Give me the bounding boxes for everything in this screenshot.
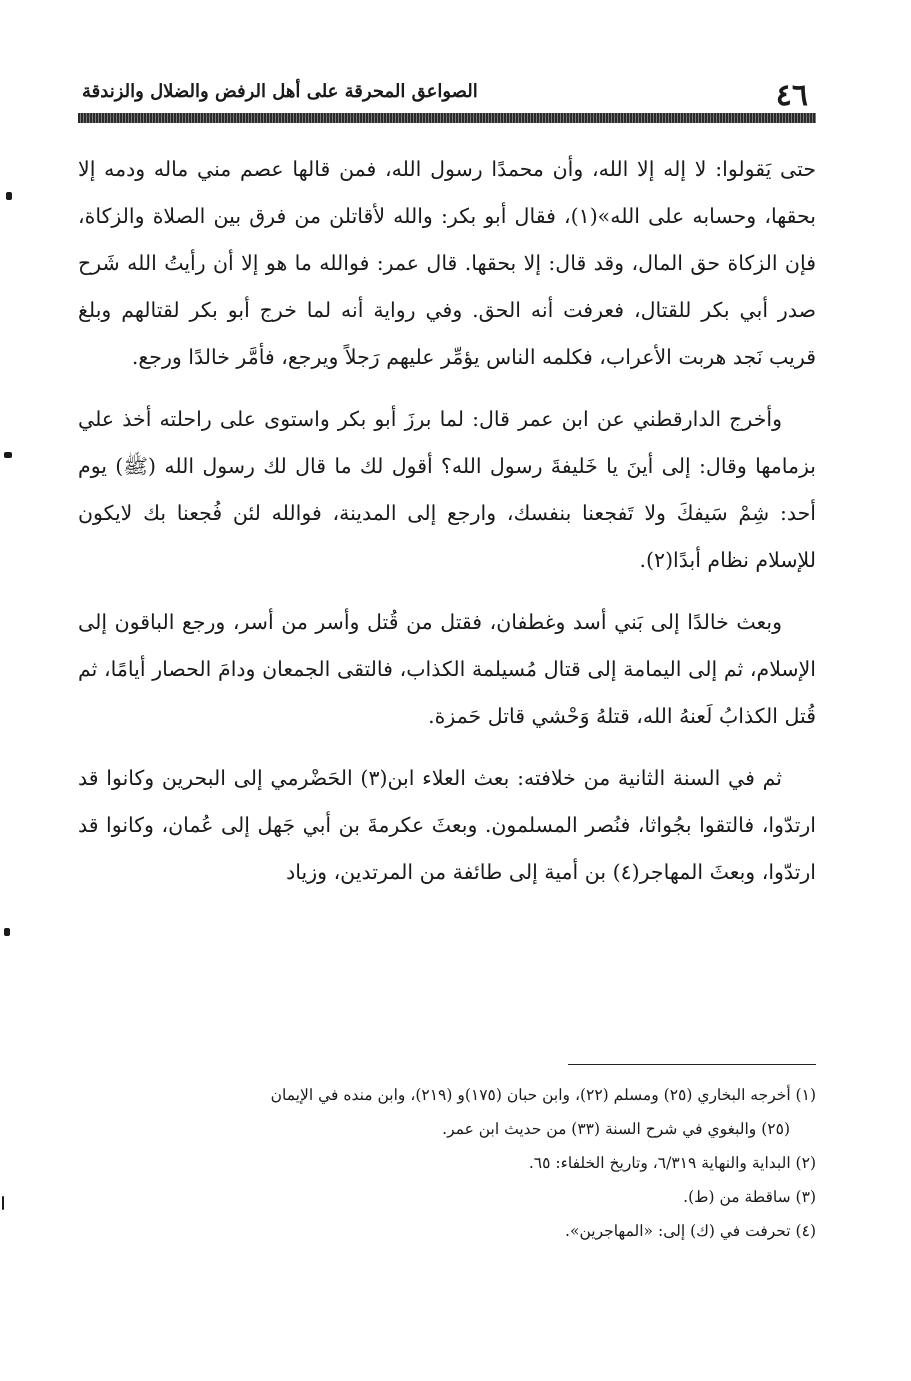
footnote-4: (٤) تحرفت في (ك) إلى: «المهاجرين». <box>565 1222 816 1240</box>
margin-mark <box>4 452 12 458</box>
footnotes <box>78 1078 816 1248</box>
margin-mark <box>6 192 12 200</box>
paragraph-2: وأخرج الدارقطني عن ابن عمر قال: لما برزَ أبو بكر واستوى على راحلته أخذ علي بزمامها وقال: إلى أينَ يا خَليفةَ رسول الله؟ أقول لك ما قال لك رسول الله (ﷺ) يوم أحد: شِمْ سَيفكَ ولا تَفجعنا بنفسك، وارجع إلى المدينة، فوالله لئن فُجعنا بك لايكون للإسلام نظام أبدًا(٢). <box>78 407 816 572</box>
footnote-2: (٢) البداية والنهاية ٦/٣١٩، وتاريخ الخلفاء: ٦٥. <box>528 1154 816 1172</box>
footnote-1-line-1: (١) أخرجه البخاري (٢٥) ومسلم (٢٢)، وابن حبان (١٧٥)و (٢١٩)، وابن منده في الإيمان <box>270 1086 816 1104</box>
page-header <box>78 74 816 113</box>
footnote-3: (٣) ساقطة من (ط). <box>683 1188 816 1206</box>
footnote-rule <box>568 1064 816 1065</box>
footnote-1-line-2: (٢٥) والبغوي في شرح السنة (٣٣) من حديث ابن عمر. <box>442 1120 790 1138</box>
main-text <box>78 146 816 911</box>
paragraph-1: حتى يَقولوا: لا إله إلا الله، وأن محمدًا رسول الله، فمن قالها عصم مني ماله ودمه إلا بحقها، وحسابه على الله»(١)، فقال أبو بكر: والله لأقاتلن من فرق بين الصلاة والزكاة، فإن الزكاة حق المال، وقد قال: إلا بحقها. قال عمر: فوالله ما هو إلا أن رأيتُ الله شَرح صدر أبي بكر للقتال، فعرفت أنه الحق. وفي رواية أنه لما خرج أبو بكر لقتالهم وبلغ قريب نَجد هربت الأعراب، فكلمه الناس يؤمِّر عليهم رَجلاً ويرجع، فأمَّر خالدًا ورجع. <box>78 157 816 369</box>
running-title: الصواعق المحرقة على أهل الرفض والضلال والزندقة <box>82 81 478 102</box>
margin-mark <box>4 928 10 936</box>
paragraph-4: ثم في السنة الثانية من خلافته: بعث العلاء ابن(٣) الحَضْرمي إلى البحرين وكانوا قد ارتدّوا، فالتقوا بجُواثا، فنُصر المسلمون. وبعثَ عكرمةَ بن أبي جَهل إلى عُمان، وكانوا قد ارتدّوا، وبعثَ المهاجر(٤) بن أمية إلى طائفة من المرتدين، وزياد <box>78 766 816 884</box>
margin-mark <box>2 1196 4 1210</box>
page-number: ٤٦ <box>775 78 808 113</box>
paragraph-3: وبعث خالدًا إلى بَني أسد وغطفان، فقتل من قُتل وأسر من أسر، ورجع الباقون إلى الإسلام، ثم إلى اليمامة إلى قتال مُسيلمة الكذاب، فالتقى الجمعان ودامَ الحصار أيامًا، ثم قُتل الكذابُ لَعنهُ الله، قتلهُ وَحْشي قاتل حَمزة. <box>78 610 816 728</box>
header-rule <box>78 113 816 123</box>
